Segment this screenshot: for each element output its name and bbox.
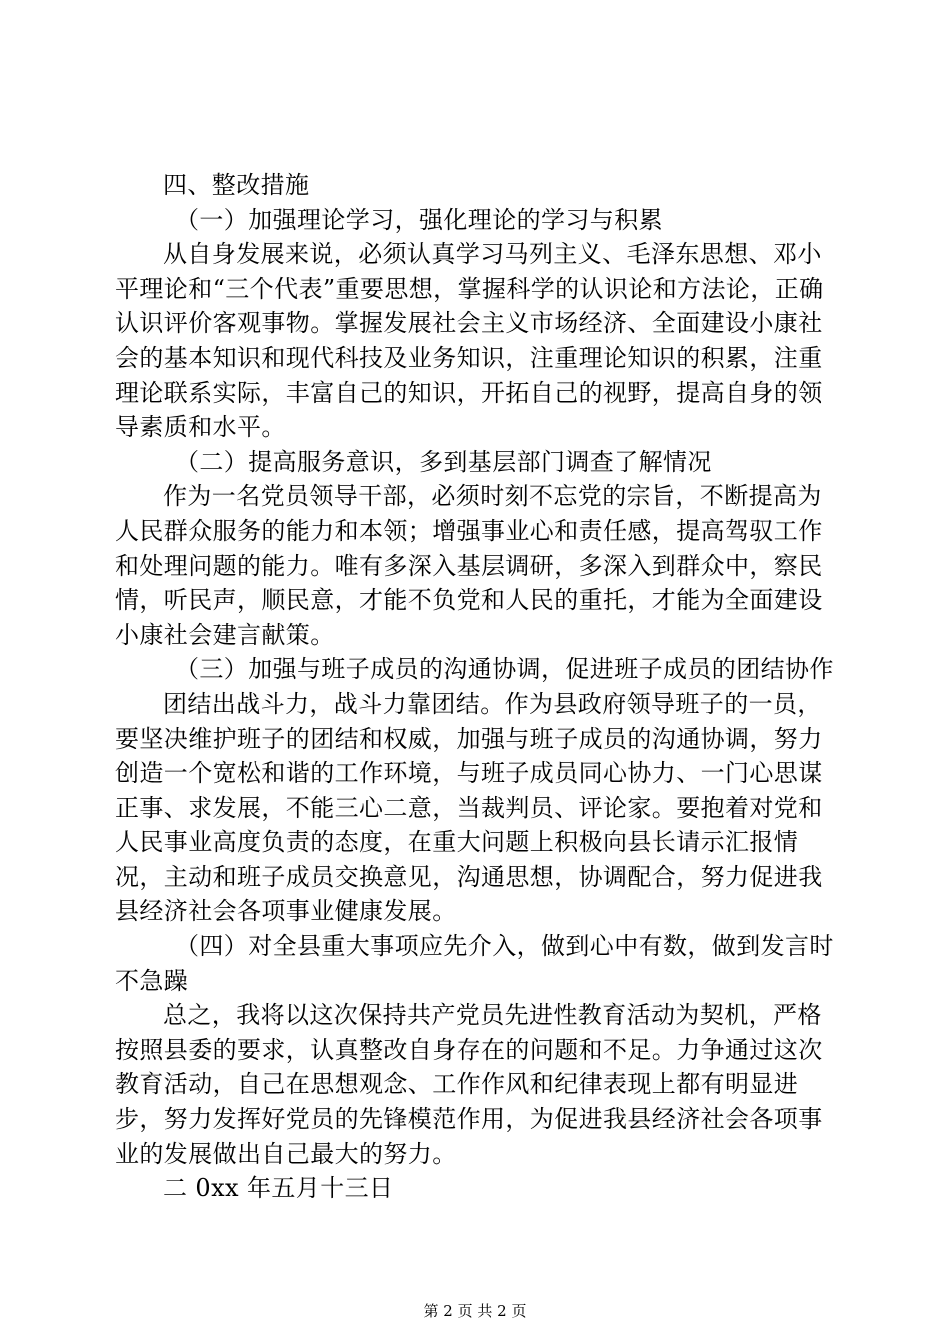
document-body	[115, 168, 840, 1206]
section-heading: 四、整改措施	[163, 171, 310, 199]
subheading-3: （三）加强与班子成员的沟通协调，促进班子成员的团结协作	[175, 655, 834, 684]
subheading-1: （一）加强理论学习，强化理论的学习与积累	[175, 205, 663, 234]
paragraph-3: 团结出战斗力，战斗力靠团结。作为县政府领导班子的一员，要坚决维护班子的团结和权威，加强与班子成员的沟通协调，努力创造一个宽松和谐的工作环境，与班子成员同心协力、一门心思谋正事、求发展，不能三心二意，当裁判员、评论家。要抱着对党和人民事业高度负责的态度，在重大问题上积极向县长请示汇报情况，主动和班子成员交换意见，沟通思想，协调配合，努力促进我县经济社会各项事业健康发展。	[115, 689, 823, 926]
paragraph-1: 从自身发展来说，必须认真学习马列主义、毛泽东思想、邓小平理论和“三个代表”重要思想，掌握科学的认识论和方法论，正确认识评价客观事物。掌握发展社会主义市场经济、全面建设小康社会的基本知识和现代科技及业务知识，注重理论知识的积累，注重理论联系实际，丰富自己的知识，开拓自己的视野，提高自身的领导素质和水平。	[115, 240, 824, 442]
paragraph-4: 总之，我将以这次保持共产党员先进性教育活动为契机，严格按照县委的要求，认真整改自身存在的问题和不足。力争通过这次教育活动，自己在思想观念、工作作风和纪律表现上都有明显进步，努力发挥好党员的先锋模范作用，为促进我县经济社会各项事业的发展做出自己最大的努力。	[115, 1001, 823, 1168]
subheading-2: （二）提高服务意识，多到基层部门调查了解情况	[175, 447, 712, 476]
page-footer: 第 2 页 共 2 页	[423, 1302, 527, 1320]
subheading-4: （四）对全县重大事项应先介入，做到心中有数，做到发言时不急躁	[115, 932, 834, 995]
document-date: 二 0xx 年五月十三日	[163, 1174, 394, 1203]
paragraph-2: 作为一名党员领导干部，必须时刻不忘党的宗旨，不断提高为人民群众服务的能力和本领；增强事业心和责任感，提高驾驭工作和处理问题的能力。唯有多深入基层调研，多深入到群众中，察民情，听民声，顺民意，才能不负党和人民的重托，才能为全面建设小康社会建言献策。	[115, 482, 823, 649]
